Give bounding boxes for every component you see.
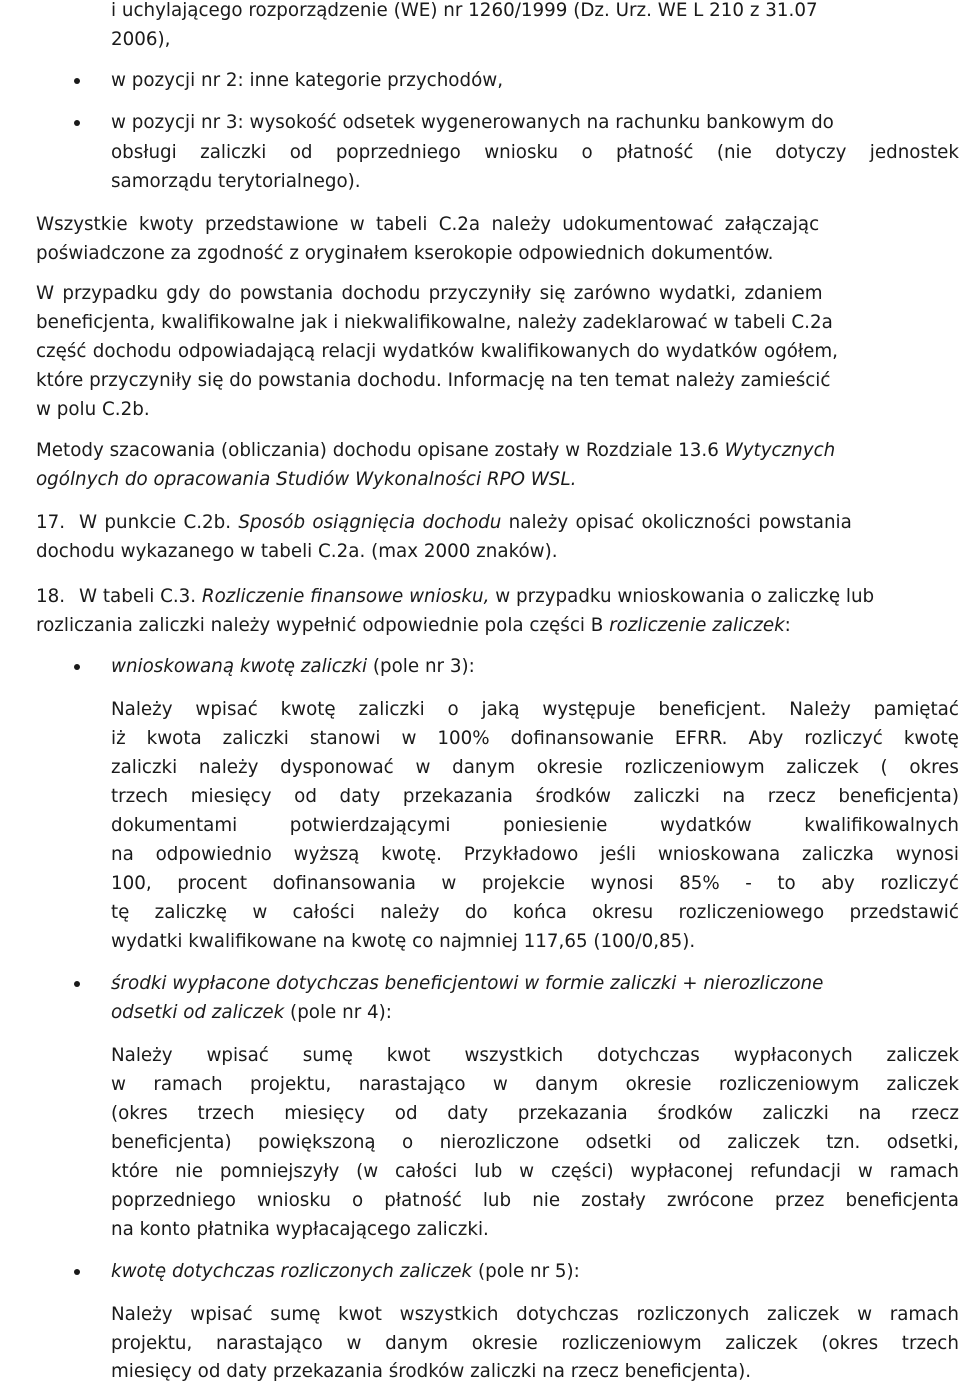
bullet-heading-italic: nierozliczone (703, 973, 824, 994)
bullet-text: w pozycji nr 2: inne kategorie przychodów, (111, 70, 504, 91)
bullet-heading (111, 1002, 392, 1024)
bullet-heading-text: + (676, 973, 704, 994)
paragraph-line: dochodu wykazanego w tabeli C.2a. (max 2000 znaków). (36, 541, 558, 562)
bullet-heading-text: (pole nr 5): (472, 1261, 580, 1282)
paragraph-line (36, 440, 835, 462)
bullet-heading-text: (pole nr 4): (284, 1002, 392, 1023)
bullet-body: projektu, narastająco w danym okresie rozliczeniowym zaliczek (okres trzech (111, 1333, 959, 1354)
paragraph-line: Wszystkie kwoty przedstawione w tabeli C.2a należy udokumentować załączając (36, 214, 820, 235)
bullet-body: Należy wpisać kwotę zaliczki o jaką występuje beneficjent. Należy pamiętać (111, 699, 959, 720)
paragraph-line (36, 615, 791, 637)
paragraph-line: beneficjenta, kwalifikowalne jak i niekwalifikowalne, należy zadeklarować w tabeli C.2a (36, 312, 833, 333)
paragraph-line: część dochodu odpowiadającą relacji wydatków kwalifikowanych do wydatków ogółem, (36, 341, 838, 362)
bullet-icon (74, 664, 80, 670)
bullet-icon (74, 78, 80, 84)
bullet-body: na konto płatnika wypłacającego zaliczki. (111, 1219, 489, 1240)
paragraph-text: W punkcie C.2b. (79, 512, 239, 533)
bullet-body: poprzedniego wniosku o płatność lub nie zostały zwrócone przez beneficjenta (111, 1190, 959, 1211)
bullet-heading-italic: wnioskowaną kwotę zaliczki (111, 656, 368, 677)
bullet-body: na odpowiednio wyższą kwotę. Przykładowo jeśli wnioskowana zaliczka wynosi (111, 844, 959, 865)
paragraph-text: Metody szacowania (obliczania) dochodu opisane zostały w Rozdziale 13.6 (36, 440, 725, 461)
paragraph-line (79, 586, 874, 608)
bullet-body: wydatki kwalifikowane na kwotę co najmniej 117,65 (100/0,85). (111, 931, 696, 952)
bullet-heading-text: (pole nr 3): (367, 656, 475, 677)
bullet-heading-italic: kwotę dotychczas rozliczonych zaliczek (111, 1261, 473, 1282)
paragraph-text: W tabeli C.3. (79, 586, 202, 607)
bullet-body: zaliczki należy dysponować w danym okresie rozliczeniowym zaliczek ( okres (111, 757, 959, 778)
paragraph-line: poświadczone za zgodność z oryginałem kserokopie odpowiednich dokumentów. (36, 243, 774, 264)
bullet-body: Należy wpisać sumę kwot wszystkich dotychczas rozliczonych zaliczek w ramach (111, 1304, 959, 1325)
paragraph-text: w przypadku wnioskowania o zaliczkę lub (489, 586, 875, 607)
item-number: 18. (36, 586, 66, 607)
bullet-icon (74, 120, 80, 126)
bullet-body: w ramach projektu, narastająco w danym okresie rozliczeniowym zaliczek (111, 1074, 959, 1095)
item-number: 17. (36, 512, 66, 533)
bullet-icon (74, 981, 80, 987)
bullet-heading (111, 1261, 580, 1283)
bullet-body: Należy wpisać sumę kwot wszystkich dotychczas wypłaconych zaliczek (111, 1045, 959, 1066)
bullet-body: dokumentami potwierdzającymi poniesienie wydatków kwalifikowalnych (111, 815, 959, 836)
bullet-body: beneficjenta) powiększoną o nierozliczone odsetki od zaliczek tzn. odsetki, (111, 1132, 959, 1153)
paragraph-text: : (784, 615, 791, 636)
bullet-text: w pozycji nr 3: wysokość odsetek wygenerowanych na rachunku bankowym do (111, 112, 834, 133)
bullet-body: 100, procent dofinansowania w projekcie wynosi 85% - to aby rozliczyć (111, 873, 959, 894)
paragraph-line: i uchylającego rozporządzenie (WE) nr 1260/1999 (Dz. Urz. WE L 210 z 31.07 (111, 0, 818, 21)
bullet-text: samorządu terytorialnego). (111, 171, 361, 192)
paragraph-line: w polu C.2b. (36, 399, 150, 420)
bullet-heading-italic: odsetki od zaliczek (111, 1002, 285, 1023)
bullet-icon (74, 1269, 80, 1275)
paragraph-line: ogólnych do opracowania Studiów Wykonalności RPO WSL. (36, 469, 577, 490)
paragraph-italic: Wytycznych (724, 440, 836, 461)
bullet-heading-italic: środki wypłacone dotychczas beneficjentowi w formie zaliczki (111, 973, 677, 994)
paragraph-line (79, 512, 852, 534)
bullet-body: miesięcy od daty przekazania środków zaliczki na rzecz beneficjenta). (111, 1361, 752, 1382)
bullet-heading (111, 973, 823, 995)
paragraph-line: które przyczyniły się do powstania dochodu. Informację na ten temat należy zamieścić (36, 370, 831, 391)
bullet-body: które nie pomniejszyły (w całości lub w części) wypłaconej refundacji w ramach (111, 1161, 959, 1182)
paragraph-line: W przypadku gdy do powstania dochodu przyczyniły się zarówno wydatki, zdaniem (36, 283, 823, 304)
paragraph-italic: Sposób osiągnięcia dochodu (238, 512, 502, 533)
paragraph-text: należy opisać okoliczności powstania (501, 512, 852, 533)
bullet-text: obsługi zaliczki od poprzedniego wniosku o płatność (nie dotyczy jednostek (111, 142, 959, 163)
bullet-body: iż kwota zaliczki stanowi w 100% dofinansowanie EFRR. Aby rozliczyć kwotę (111, 728, 959, 749)
paragraph-text: rozliczania zaliczki należy wypełnić odpowiednie pola części B (36, 615, 610, 636)
paragraph-italic: Rozliczenie finansowe wniosku, (201, 586, 490, 607)
paragraph-line: 2006), (111, 29, 171, 50)
paragraph-italic: rozliczenie zaliczek (609, 615, 785, 636)
bullet-body: tę zaliczkę w całości należy do końca okresu rozliczeniowego przedstawić (111, 902, 959, 923)
bullet-body: trzech miesięcy od daty przekazania środków zaliczki na rzecz beneficjenta) (111, 786, 959, 807)
bullet-body: (okres trzech miesięcy od daty przekazania środków zaliczki na rzecz (111, 1103, 959, 1124)
bullet-heading (111, 656, 475, 678)
